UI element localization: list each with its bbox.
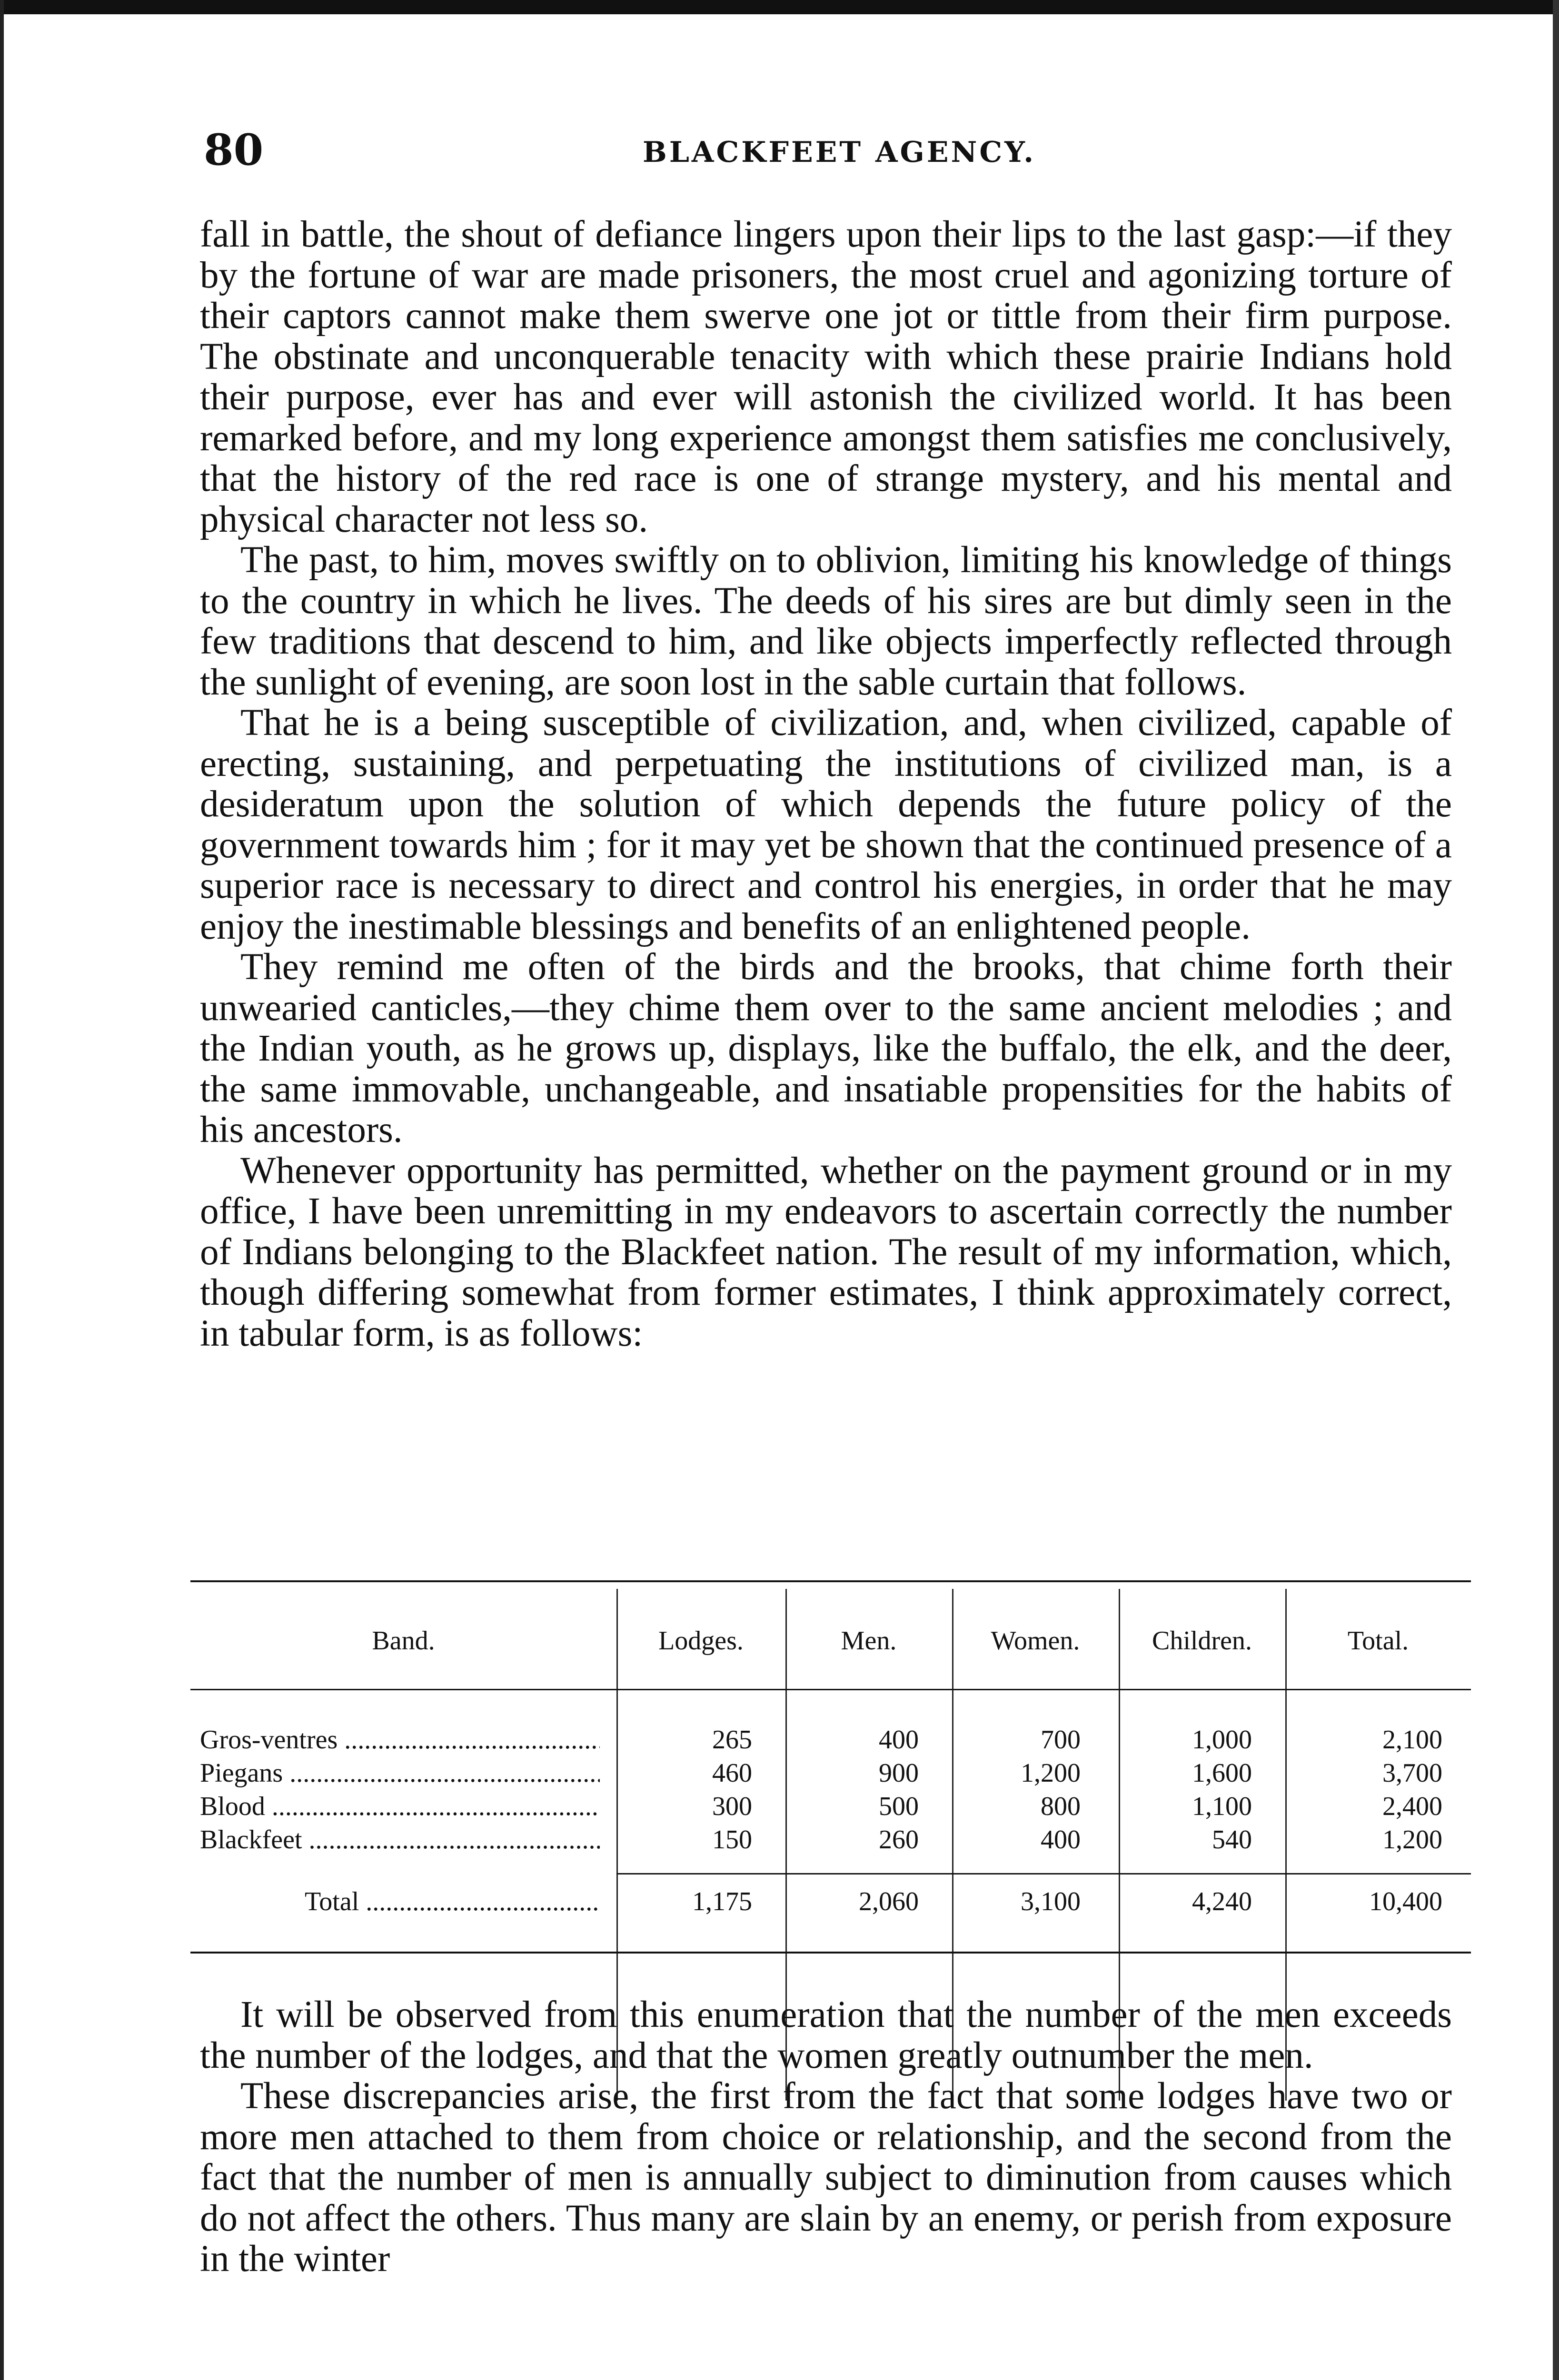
men-value: 260 <box>879 1825 919 1854</box>
header-band: Band. <box>372 1626 435 1656</box>
band-name: Blackfeet ..... <box>200 1823 600 1856</box>
scan-left-edge <box>0 0 4 2380</box>
subtotal-rule <box>785 1873 1471 1874</box>
scan-right-edge <box>1553 0 1559 2380</box>
women-value: 800 <box>1041 1792 1081 1821</box>
grand-total: 10,400 <box>1369 1887 1442 1916</box>
lodges-value: 460 <box>712 1758 752 1788</box>
table-row <box>190 1723 1471 1756</box>
men-total: 2,060 <box>859 1887 919 1916</box>
paragraph: That he is a being susceptible of civilization, and, when civilized, capable of erecting, sustaining, and perpetuating the institutions of civilized man, is a desideratum upon the solution of which depends the future policy of the government towards him ; for it may yet be shown that the continued presence of a superior race is necessary to direct and control his energies, in order that he may enjoy the inestimable blessings and benefits of an enlightened people. <box>200 702 1452 947</box>
women-value: 400 <box>1041 1825 1081 1854</box>
men-value: 500 <box>879 1792 919 1821</box>
women-value: 1,200 <box>1021 1758 1081 1788</box>
children-value: 1,600 <box>1192 1758 1252 1788</box>
total-value: 1,200 <box>1382 1825 1442 1854</box>
children-value: 1,000 <box>1192 1725 1252 1755</box>
table-row <box>190 1790 1471 1823</box>
header-women: Women. <box>991 1626 1080 1656</box>
total-row <box>190 1885 1471 1918</box>
header-men: Men. <box>841 1626 897 1656</box>
total-value: 3,700 <box>1382 1758 1442 1788</box>
header-children: Children. <box>1152 1626 1252 1656</box>
paragraph: It will be observed from this enumeration that the number of the men exceeds the number of the lodges, and that the women greatly outnumber the men. <box>200 1994 1452 2076</box>
lodges-value: 265 <box>712 1725 752 1755</box>
paragraph: fall in battle, the shout of defiance lingers upon their lips to the last gasp:—if they by the fortune of war are made prisoners, the most cruel and agonizing torture of their captors cannot make them swerve one jot or tittle from their firm purpose. The obstinate and unconquerable tenacity with which these prairie Indians hold their purpose, ever has and ever will astonish the civilized world. It has been remarked before, and my long experience amongst them satisfies me conclusively, that the history of the red race is one of strange mystery, and his mental and physical character not less so. <box>200 214 1452 540</box>
total-value: 2,100 <box>1382 1725 1442 1755</box>
lodges-total: 1,175 <box>692 1887 752 1916</box>
lodges-value: 150 <box>712 1825 752 1854</box>
body-text-upper <box>200 214 1452 1354</box>
header-total: Total. <box>1347 1626 1409 1656</box>
table-bottom-rule <box>190 1952 1471 1954</box>
women-value: 700 <box>1041 1725 1081 1755</box>
children-value: 540 <box>1212 1825 1252 1854</box>
total-value: 2,400 <box>1382 1792 1442 1821</box>
scan-top-edge <box>0 0 1559 14</box>
band-name: Piegans ..... <box>200 1756 600 1790</box>
paragraph: These discrepancies arise, the first from the fact that some lodges have two or more men attached to them from choice or relationship, and the second from the fact that the number of men is annually subject to diminution from causes which do not affect the others. Thus many are slain by an enemy, or perish from exposure in the winter <box>200 2075 1452 2280</box>
children-value: 1,100 <box>1192 1792 1252 1821</box>
band-name: Blood ..... <box>200 1790 600 1823</box>
paragraph: They remind me often of the birds and the brooks, that chime forth their unwearied canticles,—they chime them over to the same ancient melodies ; and the Indian youth, as he grows up, displays, like the buffalo, the elk, and the deer, the same immovable, unchangeable, and insatiable propensities for the habits of his ancestors. <box>200 946 1452 1150</box>
paragraph: The past, to him, moves swiftly on to oblivion, limiting his knowledge of things to the country in which he lives. The deeds of his sires are but dimly seen in the few traditions that descend to him, and like objects imperfectly reflected through the sunlight of evening, are soon lost in the sable curtain that follows. <box>200 539 1452 703</box>
lodges-value: 300 <box>712 1792 752 1821</box>
running-head: BLACKFEET AGENCY. <box>643 136 1036 169</box>
body-text-lower <box>200 1994 1452 2280</box>
table-top-rule <box>190 1580 1471 1582</box>
header-rule <box>190 1689 1471 1690</box>
subtotal-rule-left <box>616 1873 785 1874</box>
header-lodges: Lodges. <box>658 1626 744 1656</box>
men-value: 900 <box>879 1758 919 1788</box>
men-value: 400 <box>879 1725 919 1755</box>
table-row <box>190 1823 1471 1856</box>
children-total: 4,240 <box>1192 1887 1252 1916</box>
page-number: 80 <box>204 125 264 175</box>
band-name: Gros-ventres ..... <box>200 1723 600 1756</box>
total-label: Total ..... <box>305 1885 600 1918</box>
paragraph: Whenever opportunity has permitted, whether on the payment ground or in my office, I have been unremitting in my endeavors to ascertain correctly the number of Indians belonging to the Blackfeet nation. The result of my information, which, though differing somewhat from former estimates, I think approximately correct, in tabular form, is as follows: <box>200 1150 1452 1354</box>
table-row <box>190 1756 1471 1790</box>
women-total: 3,100 <box>1021 1887 1081 1916</box>
